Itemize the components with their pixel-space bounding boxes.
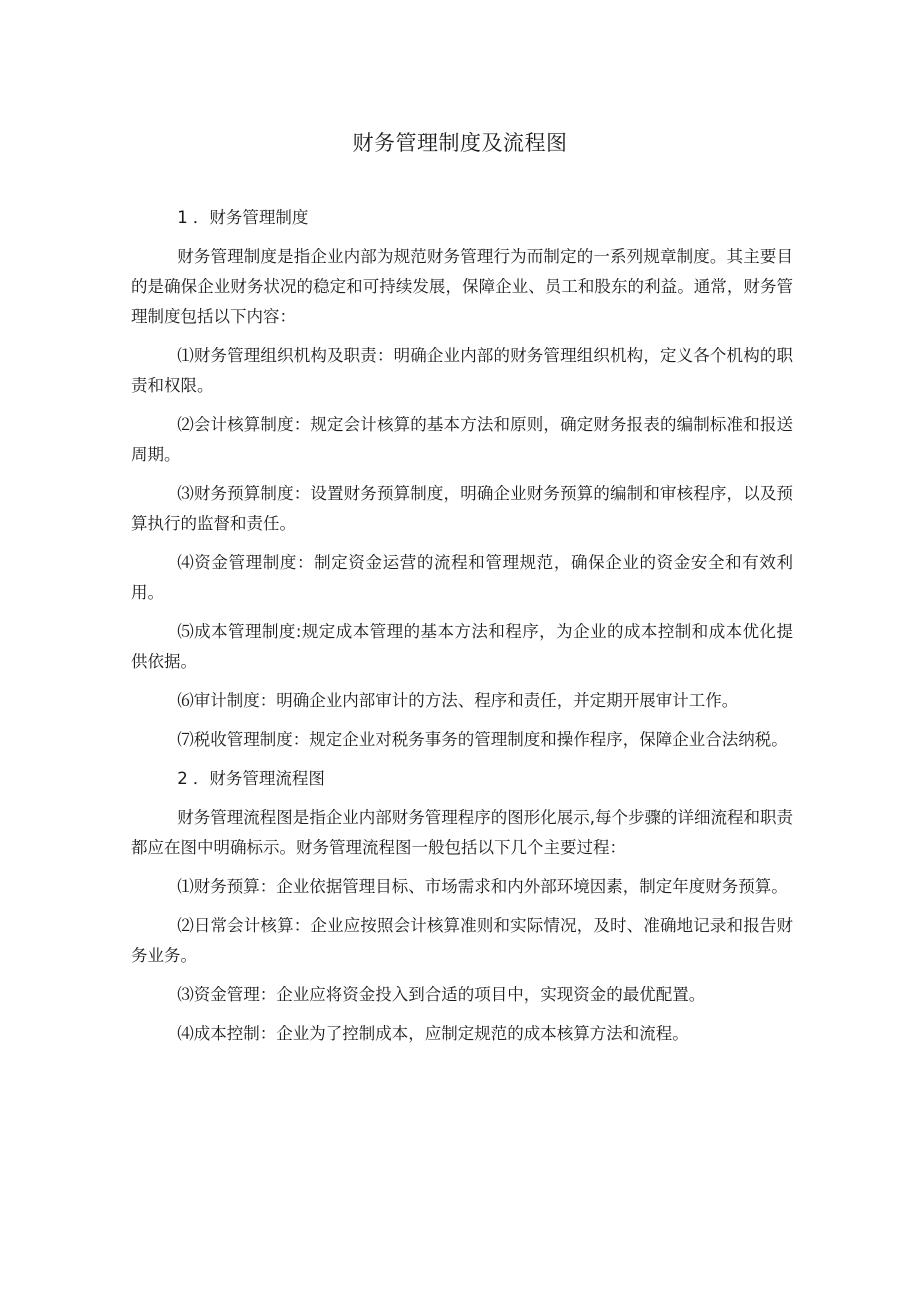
section-1-heading: 1 ．财务管理制度: [177, 208, 309, 227]
section-1-item-3: ⑶财务预算制度：设置财务预算制度，明确企业财务预算的编制和审核程序，以及预算执行的监督和责任。: [131, 484, 793, 533]
section-1-intro: 财务管理制度是指企业内部为规范财务管理行为而制定的一系列规章制度。其主要目的是确保企业财务状况的稳定和可持续发展，保障企业、员工和股东的利益。通常，财务管理制度包括以下内容：: [131, 247, 793, 326]
section-2-item-4: ⑷成本控制：企业为了控制成本，应制定规范的成本核算方法和流程。: [177, 1024, 689, 1043]
section-1-item-5: ⑸成本管理制度:规定成本管理的基本方法和程序，为企业的成本控制和成本优化提供依据。: [131, 622, 793, 671]
section-2-item-3: ⑶资金管理：企业应将资金投入到合适的项目中，实现资金的最优配置。: [177, 985, 706, 1004]
section-2-intro: 财务管理流程图是指企业内部财务管理程序的图形化展示,每个步骤的详细流程和职责都应在图中明确标示。财务管理流程图一般包括以下几个主要过程：: [131, 808, 793, 857]
section-1-item-6: ⑹审计制度：明确企业内部审计的方法、程序和责任，并定期开展审计工作。: [177, 691, 739, 710]
section-1-item-7: ⑺税收管理制度：规定企业对税务事务的管理制度和操作程序，保障企业合法纳税。: [177, 730, 788, 749]
section-2-item-2: ⑵日常会计核算：企业应按照会计核算准则和实际情况，及时、准确地记录和报告财务业务。: [131, 916, 793, 965]
section-1-item-4: ⑷资金管理制度：制定资金运营的流程和管理规范，确保企业的资金安全和有效利用。: [131, 553, 793, 602]
document-title: 财务管理制度及流程图: [352, 131, 568, 155]
section-1-item-1: ⑴财务管理组织机构及职责：明确企业内部的财务管理组织机构，定义各个机构的职责和权限。: [131, 346, 793, 395]
document-body: [131, 203, 793, 1058]
section-2-item-1: ⑴财务预算：企业依据管理目标、市场需求和内外部环境因素，制定年度财务预算。: [177, 877, 788, 896]
section-1-item-2: ⑵会计核算制度：规定会计核算的基本方法和原则，确定财务报表的编制标准和报送周期。: [131, 415, 793, 464]
section-2-heading: 2 ．财务管理流程图: [177, 769, 325, 788]
